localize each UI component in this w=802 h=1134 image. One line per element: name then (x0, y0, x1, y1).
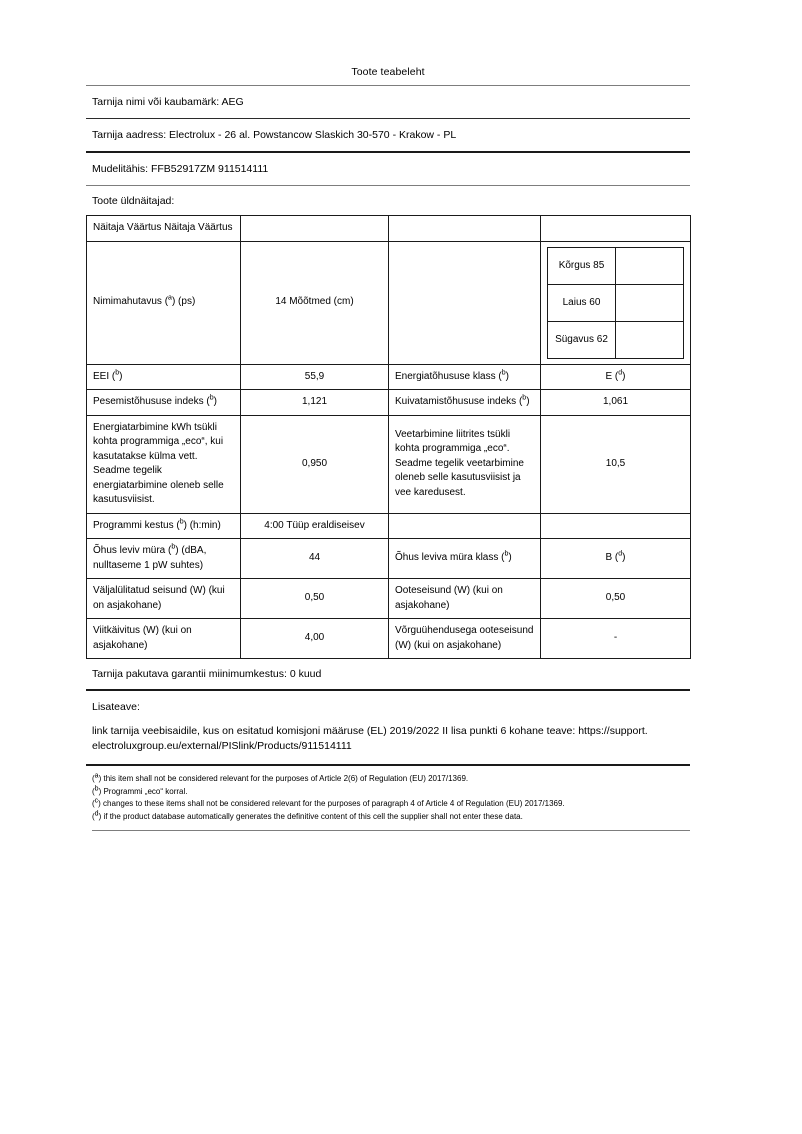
off-mode-label: Väljalülitatud seisund (W) (kui on asjakohane) (87, 579, 241, 619)
water-consumption-value: 10,5 (541, 415, 691, 513)
page-title: Toote teabeleht (351, 66, 425, 78)
footnote-marker-d: d (618, 369, 623, 377)
table-row-cleaning-index (87, 390, 691, 416)
dimension-depth: Sügavus 62 (548, 321, 616, 358)
sheet-body (86, 62, 690, 831)
off-mode-value: 0,50 (241, 579, 389, 619)
dimension-height: Kõrgus 85 (548, 247, 616, 284)
cleaning-index-label (87, 390, 241, 416)
footnote-marker-b: b (94, 784, 99, 792)
dimensions-table (547, 247, 684, 359)
programme-duration-value-text: 4:00 Tüüp eraldiseisev (264, 519, 365, 531)
extra-information-label: Lisateave: (92, 701, 140, 713)
dimensions-cell (541, 241, 691, 364)
rated-capacity-label-tail: ) (ps) (171, 296, 196, 308)
footnote-marker-d: d (94, 809, 99, 817)
airborne-noise-value: 44 (241, 539, 389, 579)
footnote-a-text: ) this item shall not be considered relevant for the purposes of Article 2(6) of Regulation (EU) 2017/1369. (98, 774, 469, 783)
table-header-blank-3 (541, 216, 691, 242)
eei-label-tail: ) (119, 370, 123, 382)
product-parameters-table (86, 215, 691, 659)
footnote-marker-b: b (171, 543, 176, 551)
rated-capacity-value (241, 241, 389, 364)
footnote-c: ($^c$) changes to these items shall not be considered relevant for the purposes of paragraph 4 of Article 4 of Regulation (EU) 2017/1369. (92, 797, 565, 808)
footnote-marker-b: b (501, 369, 506, 377)
rated-capacity-label-text: Nimimahutavus ( (93, 296, 169, 308)
eei-label-text: EEI ( (93, 370, 116, 382)
table-row-rated-capacity (87, 241, 691, 364)
drying-index-label-tail: ) (526, 396, 530, 407)
cleaning-index-label-tail: ) (213, 396, 217, 407)
programme-duration-label-tail: ) (h:min) (183, 519, 221, 531)
programme-duration-label-text: Programmi kestus ( (93, 519, 180, 531)
footnote-marker-b: b (179, 518, 184, 526)
footnote-marker-a: a (168, 294, 172, 302)
eei-label (87, 364, 241, 390)
eei-value: 55,9 (241, 364, 389, 390)
airborne-noise-label-tail: ) (dBA, nulltaseme 1 pW suhtes) (93, 545, 207, 571)
noise-class-value-tail: ) (622, 552, 626, 564)
footnote-marker-b: b (115, 369, 120, 377)
table-header-blank-1 (241, 216, 389, 242)
dimension-depth-blank (616, 321, 684, 358)
footnote-a: ($^a$) this item shall not be considered relevant for the purposes of Article 2(6) of Regulation (EU) 2017/1369. (92, 772, 469, 783)
footnote-c-text: ) changes to these items shall not be considered relevant for the purposes of paragraph 4 of Article 4 of Regulation (EU) 2017/1369. (98, 799, 565, 808)
drying-index-label-text: Kuivatamistõhususe indeks ( (395, 396, 523, 407)
footnote-marker-a: a (94, 772, 99, 780)
supplier-website-link-text[interactable]: link tarnija veebisaidile, kus on esitatud komisjoni määruse (EL) 2019/2022 II lisa punkti 6 kohane teave: https://support. electroluxgroup.eu/external/PISlink/Products/911514111 (92, 725, 648, 752)
table-row-programme-duration (87, 513, 691, 539)
energy-class-label-tail: ) (505, 370, 509, 382)
general-parameters-label: Toote üldnäitajad: (92, 195, 175, 207)
energy-class-value (541, 364, 691, 390)
dimension-row-width (548, 284, 684, 321)
airborne-noise-label (87, 539, 241, 579)
energy-consumption-label: Energiatarbimine kWh tsükli kohta programmiga „eco“, kui kasutatakse külma vett. Seadme tegelik energiatarbimine oleneb selle kasutusviisist. (87, 415, 241, 513)
programme-duration-blank-2 (541, 513, 691, 539)
noise-class-label (389, 539, 541, 579)
guarantee-line: Tarnija pakutava garantii miinimumkestus: 0 kuud (92, 668, 322, 680)
table-row-off-mode (87, 579, 691, 619)
dimension-row-height (548, 247, 684, 284)
footnote-d-text: ) if the product database automatically generates the definitive content of this cell the supplier shall not enter these data. (98, 811, 523, 821)
dimension-width-blank (616, 284, 684, 321)
energy-class-value-text: E ( (605, 370, 619, 382)
footnotes-block (86, 766, 690, 831)
water-consumption-label: Veetarbimine liitrites tsükli kohta programmiga „eco“. Seadme tegelik veetarbimine oleneb selle kasutusviisist ja vee karedusest. (389, 415, 541, 513)
noise-class-value-text: B ( (605, 552, 619, 564)
table-row-eei (87, 364, 691, 390)
footnote-b: ($^b$) Programmi „eco“ korral. (92, 784, 188, 796)
cleaning-index-value: 1,121 (241, 390, 389, 416)
airborne-noise-label-text: Õhus leviv müra ( (93, 545, 172, 556)
table-header-cell (87, 216, 241, 242)
energy-consumption-value: 0,950 (241, 415, 389, 513)
footnote-d: ($^d$) if the product database automatically generates the definitive content of this cell the supplier shall not enter these data. (92, 809, 523, 821)
rated-capacity-value-text: 14 Mõõtmed (cm) (275, 296, 354, 308)
standby-label: Ooteseisund (W) (kui on asjakohane) (389, 579, 541, 619)
rated-capacity-label (87, 241, 241, 364)
programme-duration-value (241, 513, 389, 539)
dimensions-spacer-cell (389, 241, 541, 364)
programme-duration-label (87, 513, 241, 539)
programme-duration-blank-1 (389, 513, 541, 539)
footnote-b-text: ) Programmi „eco“ korral. (98, 786, 188, 796)
cleaning-index-label-text: Pesemistõhususe indeks ( (93, 396, 210, 407)
divider-footnotes (92, 830, 690, 831)
drying-index-label (389, 390, 541, 416)
energy-class-label (389, 364, 541, 390)
table-header-blank-2 (389, 216, 541, 242)
footnote-marker-c: c (94, 797, 99, 805)
noise-class-label-tail: ) (508, 552, 512, 564)
supplier-name-line: Tarnija nimi või kaubamärk: AEG (92, 96, 244, 108)
networked-standby-value: - (541, 619, 691, 659)
delay-start-label: Viitkäivitus (W) (kui on asjakohane) (87, 619, 241, 659)
dimension-height-blank (616, 247, 684, 284)
model-identifier-line: Mudelitähis: FFB52917ZM 911514111 (92, 163, 269, 175)
table-row-consumption (87, 415, 691, 513)
table-header-row (87, 216, 691, 242)
table-row-airborne-noise (87, 539, 691, 579)
supplier-address-line: Tarnija aadress: Electrolux - 26 al. Powstancow Slaskich 30-570 - Krakow - PL (92, 129, 457, 141)
table-row-delay-start (87, 619, 691, 659)
networked-standby-label: Võrguühendusega ooteseisund (W) (kui on asjakohane) (389, 619, 541, 659)
energy-class-value-tail: ) (622, 370, 626, 382)
drying-index-value: 1,061 (541, 390, 691, 416)
noise-class-value (541, 539, 691, 579)
dimension-row-depth (548, 321, 684, 358)
noise-class-label-text: Õhus leviva müra klass ( (395, 552, 505, 564)
footnote-marker-b: b (209, 394, 214, 402)
footnote-marker-d: d (618, 550, 623, 558)
energy-class-label-text: Energiatõhususe klass ( (395, 370, 502, 382)
table-header-text: Näitaja Väärtus Näitaja Väärtus (93, 222, 233, 233)
dimension-width: Laius 60 (548, 284, 616, 321)
footnote-marker-b: b (504, 550, 509, 558)
delay-start-value: 4,00 (241, 619, 389, 659)
footnote-marker-b: b (522, 394, 527, 402)
standby-value: 0,50 (541, 579, 691, 619)
